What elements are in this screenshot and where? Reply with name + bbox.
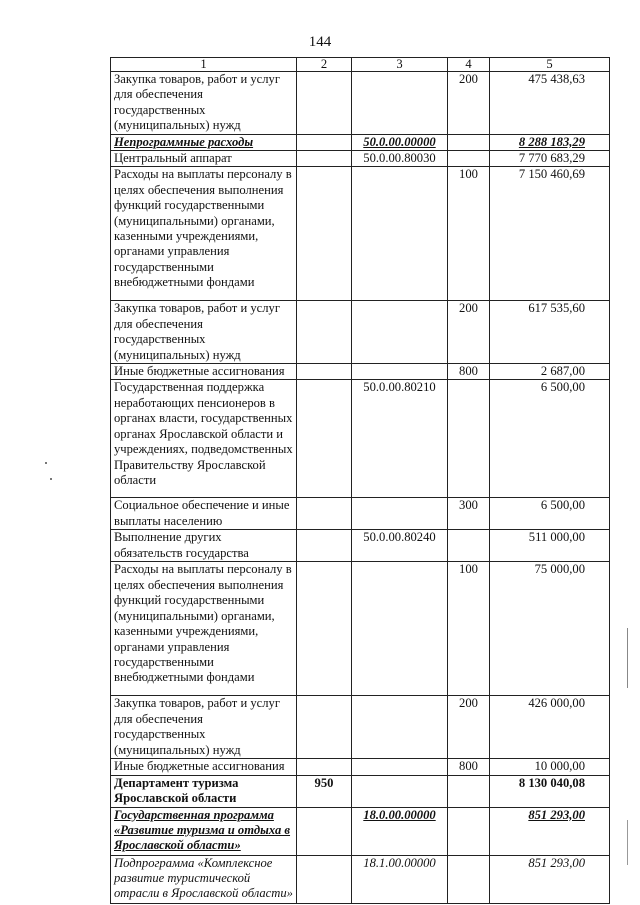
row-col5-cell: 475 438,63 [490, 72, 610, 135]
row-col5-cell: 851 293,00 [490, 855, 610, 903]
row-col3-cell [352, 167, 448, 301]
row-col3-cell [352, 72, 448, 135]
budget-table [110, 57, 610, 904]
table-row [111, 167, 610, 301]
row-name-cell: Иные бюджетные ассигнования [111, 364, 297, 380]
row-col4-cell: 200 [448, 72, 490, 135]
row-col4-cell: 800 [448, 759, 490, 775]
row-col2-cell [297, 380, 352, 498]
row-name-cell: Закупка товаров, работ и услуг для обеспечения государственных (муниципальных) нужд [111, 301, 297, 364]
header-cell: 4 [448, 58, 490, 72]
row-col2-cell [297, 134, 352, 150]
row-col3-cell [352, 562, 448, 696]
row-col5-cell: 426 000,00 [490, 696, 610, 759]
table-row [111, 301, 610, 364]
row-name-cell: Государственная поддержка неработающих пенсионеров в органах власти, государственных органах Ярославской области и учреждениях, подведомственных Правительству Ярославской области [111, 380, 297, 498]
row-col4-cell: 300 [448, 498, 490, 530]
table-row [111, 134, 610, 150]
row-name-cell: Закупка товаров, работ и услуг для обеспечения государственных (муниципальных) нужд [111, 72, 297, 135]
row-col4-cell [448, 134, 490, 150]
row-col5-cell: 75 000,00 [490, 562, 610, 696]
table-row [111, 696, 610, 759]
table-row [111, 72, 610, 135]
row-col4-cell: 100 [448, 562, 490, 696]
row-col4-cell [448, 530, 490, 562]
row-col5-cell: 10 000,00 [490, 759, 610, 775]
table-row [111, 498, 610, 530]
row-name-cell: Расходы на выплаты персоналу в целях обеспечения выполнения функций государственными (муниципальными) органами, казенными учреждениями, органами управления государственными внебюджетными фондами [111, 167, 297, 301]
table-row [111, 530, 610, 562]
row-col3-cell [352, 775, 448, 807]
row-col5-cell: 2 687,00 [490, 364, 610, 380]
row-col4-cell: 100 [448, 167, 490, 301]
row-name-cell: Подпрограмма «Комплексное развитие туристической отрасли в Ярославской области» [111, 855, 297, 903]
row-name-cell: Закупка товаров, работ и услуг для обеспечения государственных (муниципальных) нужд [111, 696, 297, 759]
row-col5-cell: 8 288 183,29 [490, 134, 610, 150]
row-name-cell: Департамент туризма Ярославской области [111, 775, 297, 807]
header-cell: 5 [490, 58, 610, 72]
table-row [111, 807, 610, 855]
row-col5-cell: 7 150 460,69 [490, 167, 610, 301]
row-name-cell: Иные бюджетные ассигнования [111, 759, 297, 775]
row-col4-cell [448, 807, 490, 855]
table-row [111, 759, 610, 775]
scan-speck [45, 462, 47, 464]
row-col2-cell [297, 759, 352, 775]
row-col3-cell [352, 364, 448, 380]
row-name-cell: Социальное обеспечение и иные выплаты населению [111, 498, 297, 530]
row-col2-cell [297, 530, 352, 562]
row-col5-cell: 6 500,00 [490, 498, 610, 530]
row-col5-cell: 8 130 040,08 [490, 775, 610, 807]
row-col4-cell [448, 380, 490, 498]
row-col3-cell [352, 696, 448, 759]
row-col2-cell [297, 167, 352, 301]
row-col3-cell [352, 498, 448, 530]
row-col2-cell [297, 562, 352, 696]
row-name-cell: Выполнение других обязательств государства [111, 530, 297, 562]
table-row [111, 380, 610, 498]
row-col2-cell [297, 72, 352, 135]
row-col5-cell: 7 770 683,29 [490, 151, 610, 167]
scan-edge-mark [627, 628, 628, 688]
row-col2-cell [297, 301, 352, 364]
table-row [111, 364, 610, 380]
row-col2-cell [297, 696, 352, 759]
table-row [111, 151, 610, 167]
table-row [111, 562, 610, 696]
row-col2-cell [297, 498, 352, 530]
page-number: 144 [308, 34, 332, 50]
row-col2-cell [297, 807, 352, 855]
scan-edge-mark [627, 820, 628, 865]
row-col3-cell [352, 301, 448, 364]
row-col4-cell [448, 151, 490, 167]
row-col2-cell [297, 855, 352, 903]
row-col4-cell [448, 855, 490, 903]
table-row [111, 855, 610, 903]
row-name-cell: Центральный аппарат [111, 151, 297, 167]
row-col4-cell [448, 775, 490, 807]
row-col3-cell: 18.0.00.00000 [352, 807, 448, 855]
row-col2-cell: 950 [297, 775, 352, 807]
table-header-row [111, 58, 610, 72]
table-row [111, 775, 610, 807]
row-col2-cell [297, 364, 352, 380]
row-name-cell: Расходы на выплаты персоналу в целях обеспечения выполнения функций государственными (муниципальными) органами, казенными учреждениями, органами управления государственными внебюджетными фондами [111, 562, 297, 696]
row-col4-cell: 200 [448, 301, 490, 364]
header-cell: 1 [111, 58, 297, 72]
row-col3-cell: 18.1.00.00000 [352, 855, 448, 903]
row-col3-cell: 50.0.00.00000 [352, 134, 448, 150]
header-cell: 3 [352, 58, 448, 72]
row-col2-cell [297, 151, 352, 167]
row-col3-cell [352, 759, 448, 775]
row-col3-cell: 50.0.00.80030 [352, 151, 448, 167]
row-name-cell: Государственная программа «Развитие туризма и отдыха в Ярославской области» [111, 807, 297, 855]
row-col5-cell: 851 293,00 [490, 807, 610, 855]
header-cell: 2 [297, 58, 352, 72]
scan-speck [50, 478, 52, 480]
row-col5-cell: 511 000,00 [490, 530, 610, 562]
row-col5-cell: 6 500,00 [490, 380, 610, 498]
row-col3-cell: 50.0.00.80240 [352, 530, 448, 562]
row-col5-cell: 617 535,60 [490, 301, 610, 364]
row-col4-cell: 800 [448, 364, 490, 380]
row-col3-cell: 50.0.00.80210 [352, 380, 448, 498]
row-name-cell: Непрограммные расходы [111, 134, 297, 150]
row-col4-cell: 200 [448, 696, 490, 759]
